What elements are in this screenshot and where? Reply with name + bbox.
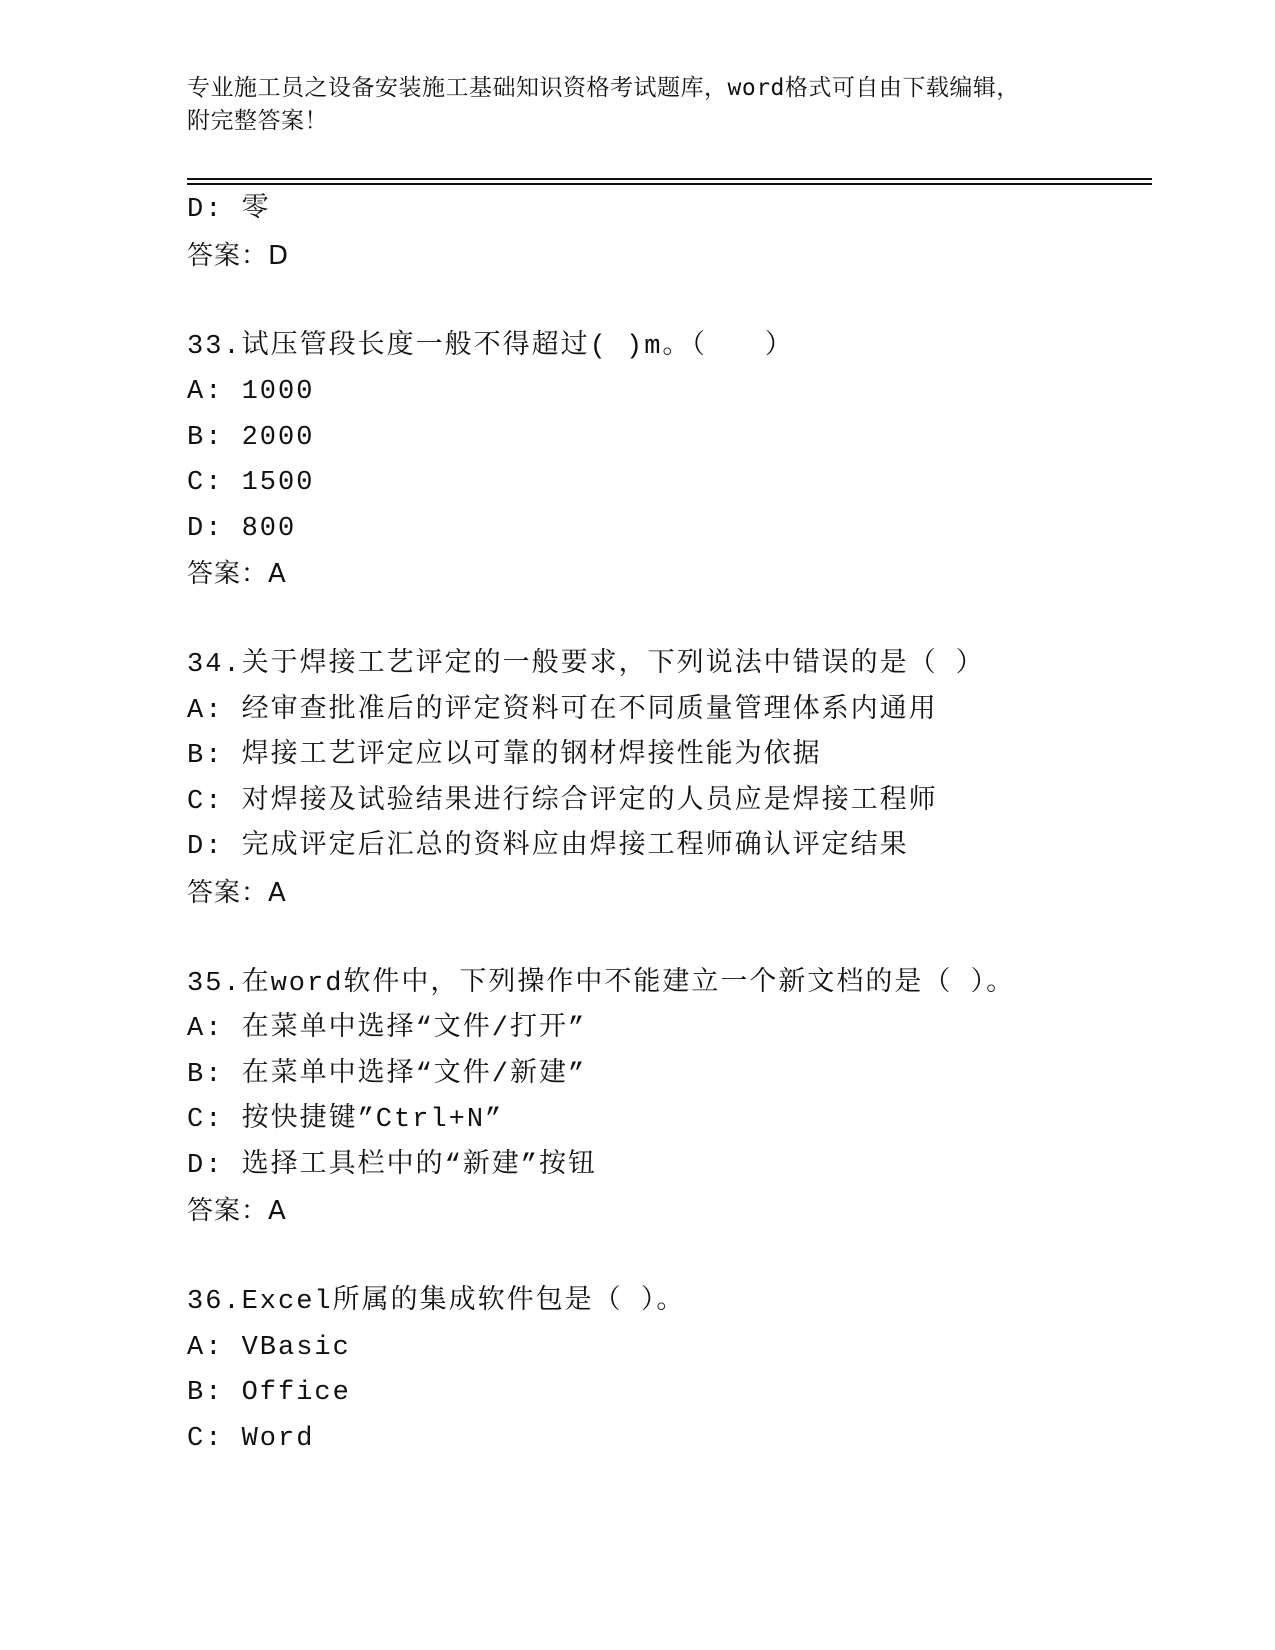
- spacer: [187, 598, 1147, 644]
- option-a: A: 经审查批准后的评定资料可在不同质量管理体系内通用: [187, 695, 938, 726]
- option-d: D: 零: [187, 195, 271, 225]
- answer-line: 答案：A: [187, 559, 287, 589]
- question-list: [187, 188, 1147, 1462]
- spacer: [187, 916, 1147, 962]
- answer-line: 答案：A: [187, 1196, 287, 1226]
- header-divider-top: [187, 178, 1152, 180]
- option-a: A: 在菜单中选择“文件/打开”: [187, 1014, 587, 1044]
- option-a: A: 1000: [187, 377, 315, 407]
- option-c: C: 按快捷键”Ctrl+N”: [187, 1105, 504, 1135]
- answer-line: 答案：D: [187, 240, 290, 271]
- option-c: C: 1500: [187, 468, 315, 498]
- document-header: [187, 72, 1087, 138]
- question-stem: 34.关于焊接工艺评定的一般要求，下列说法中错误的是（ ）: [187, 650, 985, 680]
- option-c: C: 对焊接及试验结果进行综合评定的人员应是焊接工程师: [187, 786, 938, 817]
- spacer: [187, 279, 1147, 325]
- option-d: D: 选择工具栏中的“新建”按钮: [187, 1150, 598, 1181]
- option-b: B: Office: [187, 1378, 351, 1408]
- question-stem: 33.试压管段长度一般不得超过( )m。（ ）: [187, 331, 794, 362]
- spacer: [187, 1235, 1147, 1281]
- header-line-1: 专业施工员之设备安装施工基础知识资格考试题库，word格式可自由下载编辑，: [187, 75, 1020, 101]
- option-a: A: VBasic: [187, 1332, 351, 1363]
- question-stem: 35.在word软件中，下列操作中不能建立一个新文档的是（ ）。: [187, 968, 1016, 999]
- option-b: B: 焊接工艺评定应以可靠的钢材焊接性能为依据: [187, 741, 822, 771]
- header-divider-bottom: [187, 183, 1152, 185]
- option-c: C: Word: [187, 1423, 315, 1454]
- option-b: B: 在菜单中选择“文件/新建”: [187, 1059, 587, 1090]
- answer-line: 答案：A: [187, 877, 287, 908]
- question-stem: 36.Excel所属的集成软件包是（ ）。: [187, 1287, 686, 1317]
- option-d: D: 800: [187, 513, 297, 544]
- header-line-2: 附完整答案！: [187, 108, 328, 134]
- option-d: D: 完成评定后汇总的资料应由焊接工程师确认评定结果: [187, 832, 909, 862]
- option-b: B: 2000: [187, 422, 315, 453]
